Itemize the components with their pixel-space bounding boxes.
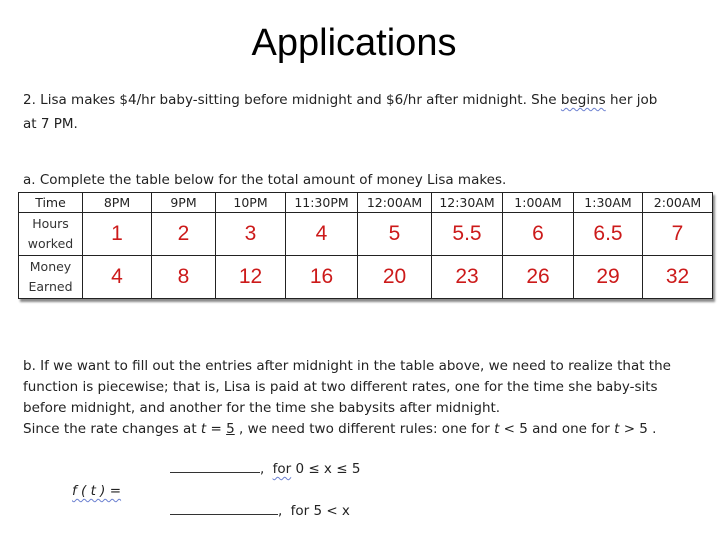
rule-comma: , (260, 461, 265, 477)
row-label-line: Earned (28, 279, 73, 294)
time-cell: 12:00AM (358, 193, 432, 213)
row-label-money (19, 256, 83, 299)
part-b-text-part: > 5 . (619, 421, 657, 437)
time-cell: 10PM (216, 193, 286, 213)
table-row-time (19, 193, 713, 213)
table-row-hours (19, 213, 713, 256)
money-cell: 32 (643, 256, 713, 299)
rate-change-value: 5 (226, 421, 235, 437)
hours-cell: 5.5 (432, 213, 503, 256)
money-cell: 4 (83, 256, 152, 299)
part-b-line-1: b. If we want to fill out the entries after midnight in the table above, we need to realize that the (23, 358, 671, 374)
hours-cell: 3 (216, 213, 286, 256)
part-b-text (23, 356, 713, 440)
money-cell: 26 (503, 256, 574, 299)
hours-cell: 6 (503, 213, 574, 256)
money-cell: 16 (286, 256, 358, 299)
function-label: f ( t ) = (72, 483, 122, 499)
row-label-hours (19, 213, 83, 256)
part-a-instruction: a. Complete the table below for the total amount of money Lisa makes. (23, 172, 507, 188)
money-table (18, 192, 713, 299)
part-b-line-2 (23, 377, 713, 398)
begins-word: begins (560, 92, 606, 108)
part-b-text-part: , we need two different rules: one for (234, 421, 495, 437)
row-label-line: Money (29, 259, 72, 274)
part-b-text-part: , Lisa is paid at two different rates, one for the time she baby-sits (215, 379, 658, 395)
slide-title: Applications (251, 22, 457, 64)
time-cell: 1:00AM (503, 193, 574, 213)
variable-t: t (614, 421, 620, 437)
rule-for-word: for (272, 461, 292, 477)
row-label-line: worked (27, 236, 74, 251)
time-cell: 1:30AM (574, 193, 643, 213)
problem-statement-line-2: at 7 PM. (23, 116, 78, 132)
time-cell: 8PM (83, 193, 152, 213)
part-b-text-part: Since the rate changes at (23, 421, 201, 437)
problem-text-part: her job (605, 92, 658, 108)
answer-blank-1[interactable] (170, 472, 260, 473)
hours-cell: 5 (358, 213, 432, 256)
time-cell: 9PM (152, 193, 216, 213)
row-label-line: Hours (32, 216, 69, 231)
variable-t: t (494, 421, 500, 437)
money-cell: 23 (432, 256, 503, 299)
problem-text-part: 2. Lisa makes $4/hr baby-sitting before midnight and $6/hr after midnight. She (23, 92, 561, 108)
money-cell: 20 (358, 256, 432, 299)
piecewise-rule-2 (170, 503, 350, 519)
problem-statement-line-1 (23, 90, 657, 111)
part-b-line-3: before midnight, and another for the time she babysits after midnight. (23, 400, 501, 416)
rule-1-condition: 0 ≤ x ≤ 5 (291, 461, 361, 477)
table-row-money (19, 256, 713, 299)
money-cell: 29 (574, 256, 643, 299)
hours-cell: 1 (83, 213, 152, 256)
piecewise-rule-1 (170, 461, 360, 477)
money-cell: 8 (152, 256, 216, 299)
row-label-time: Time (19, 193, 83, 213)
answer-blank-2[interactable] (170, 514, 278, 515)
part-b-text-part: < 5 and one for (499, 421, 615, 437)
part-b-line-4 (23, 419, 713, 440)
rule-comma: , (278, 503, 283, 519)
time-cell: 2:00AM (643, 193, 713, 213)
money-cell: 12 (216, 256, 286, 299)
hours-cell: 6.5 (574, 213, 643, 256)
time-cell: 12:30AM (432, 193, 503, 213)
hours-cell: 7 (643, 213, 713, 256)
rule-2-condition: for 5 < x (290, 503, 350, 519)
part-b-text-part: = (206, 421, 227, 437)
hours-cell: 4 (286, 213, 358, 256)
part-b-text-part: function is piecewise; that is (23, 379, 216, 395)
hours-cell: 2 (152, 213, 216, 256)
time-cell: 11:30PM (286, 193, 358, 213)
variable-t: t (200, 421, 207, 437)
